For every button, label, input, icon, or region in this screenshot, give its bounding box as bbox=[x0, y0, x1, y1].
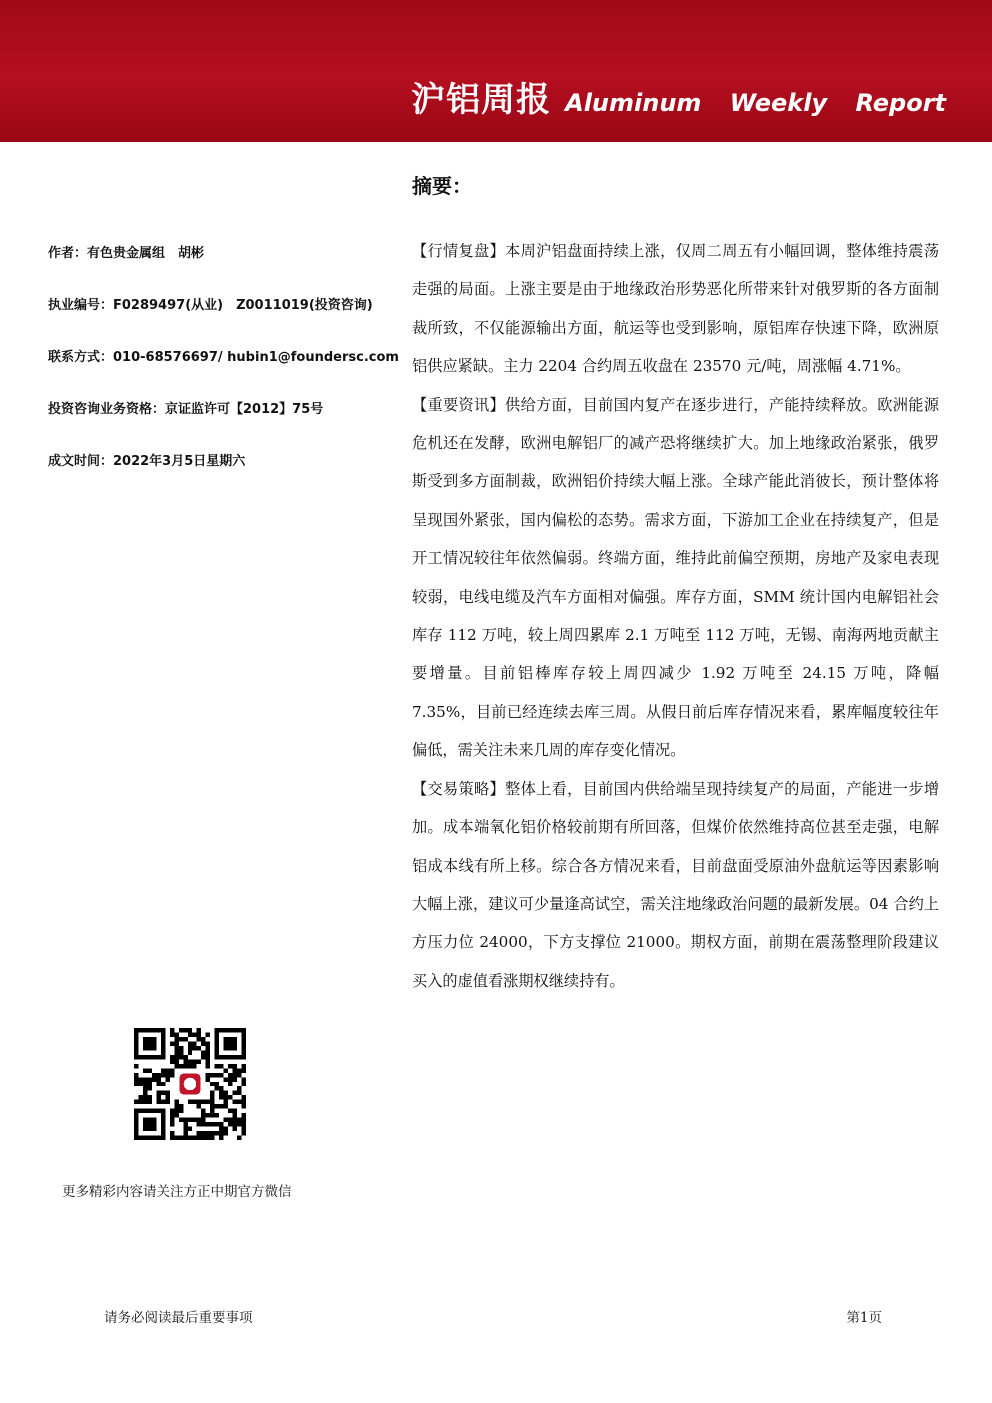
title-english: Aluminum Weekly Report bbox=[565, 89, 946, 117]
author-info bbox=[48, 244, 399, 504]
date-line: 成文时间：2022年3月5日星期六 bbox=[48, 454, 246, 469]
qr-code-icon bbox=[134, 1028, 246, 1140]
qualification-line: 投资咨询业务资格：京证监许可【2012】75号 bbox=[48, 402, 324, 417]
contact-line[interactable]: 联系方式：010-68576697/ hubin1@foundersc.com bbox=[48, 350, 399, 365]
summary-body bbox=[412, 232, 939, 1000]
market-review-paragraph: 【行情复盘】本周沪铝盘面持续上涨，仅周二周五有小幅回调，整体维持震荡走强的局面。上涨主要是由于地缘政治形势恶化所带来针对俄罗斯的各方面制裁所致，不仅能源输出方面，航运等也受到影响，原铝库存快速下降，欧洲原铝供应紧缺。主力 2204 合约周五收盘在 23570 元/吨，周涨幅 4.71%。 bbox=[412, 242, 939, 376]
footer-notice: 请务必阅读最后重要事项 bbox=[104, 1310, 253, 1326]
trading-strategy-paragraph: 【交易策略】整体上看，目前国内供给端呈现持续复产的局面，产能进一步增加。成本端氧化铝价格较前期有所回落，但煤价依然维持高位甚至走强，电解铝成本线有所上移。综合各方情况来看，目前盘面受原油外盘航运等因素影响大幅上涨，建议可少量逢高试空，需关注地缘政治问题的最新发展。04 合约上方压力位 24000，下方支撑位 21000。期权方面，前期在震荡整理阶段建议买入的虚值看涨期权继续持有。 bbox=[412, 779, 939, 990]
author-line: 作者：有色贵金属组 胡彬 bbox=[48, 246, 205, 261]
license-line: 执业编号：F0289497(从业) Z0011019(投资咨询) bbox=[48, 298, 373, 313]
page-number: 第1页 bbox=[846, 1310, 882, 1326]
key-news-paragraph: 【重要资讯】供给方面，目前国内复产在逐步进行，产能持续释放。欧洲能源危机还在发酵，欧洲电解铝厂的减产恐将继续扩大。加上地缘政治紧张，俄罗斯受到多方面制裁，欧洲铝价持续大幅上涨。全球产能此消彼长，预计整体将呈现国外紧张，国内偏松的态势。需求方面，下游加工企业在持续复产，但是开工情况较往年依然偏弱。终端方面，维持此前偏空预期，房地产及家电表现较弱，电线电缆及汽车方面相对偏强。库存方面，SMM 统计国内电解铝社会库存 112 万吨，较上周四累库 2.1 万吨至 112 万吨，无锡、南海两地贡献主要增量。目前铝棒库存较上周四减少 1.92 万吨至 24.15 万吨，降幅 7.35%，目前已经连续去库三周。从假日前后库存情况来看，累库幅度较往年偏低，需关注未来几周的库存变化情况。 bbox=[412, 395, 939, 760]
report-title bbox=[411, 72, 946, 121]
report-header bbox=[0, 0, 992, 142]
qr-caption: 更多精彩内容请关注方正中期官方微信 bbox=[62, 1184, 292, 1200]
summary-heading: 摘要： bbox=[412, 174, 472, 198]
title-chinese: 沪铝周报 bbox=[411, 80, 552, 120]
